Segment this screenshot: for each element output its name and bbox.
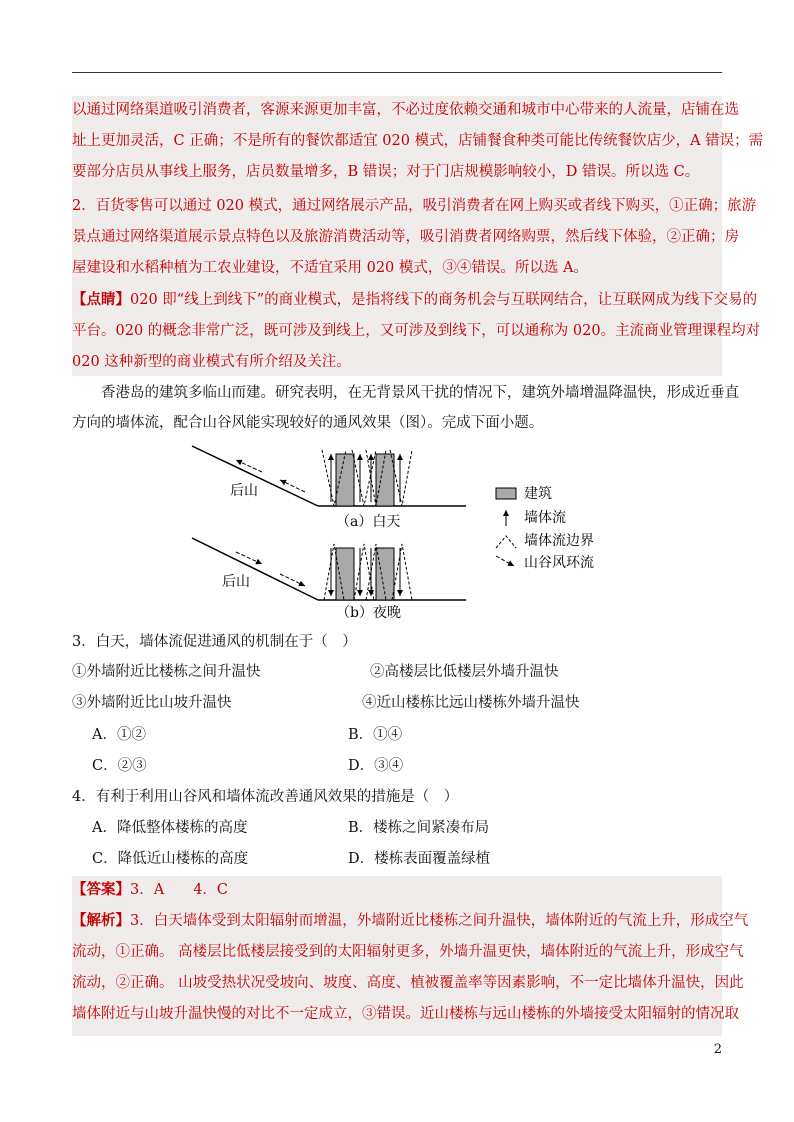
q4-option-b[interactable]: B．楼栋之间紧凑布局: [348, 820, 490, 836]
intro-line: 香港岛的建筑多临山而建。研究表明，在无背景风干扰的情况下，建筑外墙增温降温快，形成近垂直: [101, 385, 739, 401]
q4-option-d[interactable]: D．楼栋表面覆盖绿植: [348, 851, 491, 867]
panel-daytime: [192, 446, 466, 530]
dianjing-label: 【点睛】: [72, 291, 130, 308]
figure-legend: [496, 485, 594, 571]
answer-label: 【答案】: [72, 881, 130, 898]
q3-statement-2: ②高楼层比低楼层外墙升温快: [370, 664, 559, 680]
wall-flow-figure: [0, 440, 794, 620]
prev-explanation-line: 屋建设和水稻种植为工农业建设，不适宜采用 020 模式，③④错误。所以选 A。: [72, 260, 588, 276]
intro-line: 方向的墙体流，配合山谷风能实现较好的通风效果（图）。完成下面小题。: [72, 415, 544, 431]
q3-option-b[interactable]: B．①④: [348, 727, 403, 743]
legend-wall-flow: 墙体流: [524, 510, 566, 526]
q3-statement-4: ④近山楼栋比远山楼栋外墙升温快: [362, 695, 580, 711]
prev-explanation-line: 要部分店员从事线上服务，店员数量增多，B 错误；对于门店规模影响较小，D 错误。所以选 C。: [72, 164, 700, 180]
prev-explanation-line: 景点通过网络渠道展示景点特色以及旅游消费活动等，吸引消费者网络购票，然后线下体验，②正确；房: [72, 229, 739, 245]
legend-boundary: 墙体流边界: [524, 533, 594, 549]
answer-text: 3．A 4．C: [130, 882, 229, 898]
dianjing-line: 平台。020 的概念非常广泛，既可涉及到线上，又可涉及到线下，可以通称为 020。主流商业管理课程均对: [72, 323, 761, 339]
hill-label-b: 后山: [222, 574, 250, 590]
dianjing-line: [72, 290, 758, 310]
legend-valley-wind: 山谷风环流: [524, 555, 594, 571]
hill-label-a: 后山: [230, 483, 258, 499]
q3-option-d[interactable]: D．③④: [348, 758, 404, 774]
prev-explanation-line: 址上更加灵活，C 正确；不是所有的餐饮都适宜 020 模式，店铺餐食种类可能比传统餐饮店少，A 错误；需: [72, 133, 764, 149]
analysis-line: 流动，①正确。 高楼层比低楼层接受到的太阳辐射更多，外墙升温更快，墙体附近的气流上升，形成空气: [72, 944, 744, 960]
page-number: 2: [713, 1042, 722, 1057]
analysis-label: 【解析】: [72, 912, 130, 929]
caption-a: （a）白天: [336, 514, 401, 530]
caption-b: （b）夜晚: [336, 605, 401, 620]
q3-option-c[interactable]: C．②③: [92, 758, 147, 774]
header-rule: [72, 72, 722, 73]
q4-option-a[interactable]: A．降低整体楼栋的高度: [92, 820, 248, 836]
analysis-text: 3．白天墙体受到太阳辐射而增温，外墙附近比楼栋之间升温快，墙体附近的气流上升，形成空气: [130, 913, 749, 929]
q4-option-c[interactable]: C．降低近山楼栋的高度: [92, 851, 249, 867]
prev-explanation-line: 2．百货零售可以通过 020 模式，通过网络展示产品，吸引消费者在网上购买或者线下购买，①正确；旅游: [72, 198, 757, 214]
answer-line: [72, 880, 722, 900]
q3-stem: 3．白天，墙体流促进通风的机制在于（ ）: [72, 634, 357, 650]
q3-statement-3: ③外墙附近比山坡升温快: [72, 695, 232, 711]
q3-option-a[interactable]: A．①②: [92, 727, 146, 743]
panel-night: [192, 538, 466, 620]
legend-building: 建筑: [524, 486, 552, 502]
prev-explanation-line: 以通过网络渠道吸引消费者，客源来源更加丰富，不必过度依赖交通和城市中心带来的人流量，店铺在选: [72, 102, 739, 118]
analysis-line: 墙体附近与山坡升温快慢的对比不一定成立，③错误。近山楼栋与远山楼栋的外墙接受太阳辐射的情况取: [72, 1006, 739, 1022]
dianjing-line: 020 这种新型的商业模式有所介绍及关注。: [72, 354, 351, 370]
analysis-line: [72, 911, 749, 931]
dianjing-text: 020 即“线上到线下”的商业模式，是指将线下的商务机会与互联网结合，让互联网成为线下交易的: [130, 292, 758, 308]
q3-statement-1: ①外墙附近比楼栋之间升温快: [72, 664, 261, 680]
analysis-line: 流动，②正确。 山坡受热状况受坡向、坡度、高度、植被覆盖率等因素影响，不一定比墙体升温快，因此: [72, 975, 744, 991]
q4-stem: 4．有利于利用山谷风和墙体流改善通风效果的措施是（ ）: [72, 789, 459, 805]
